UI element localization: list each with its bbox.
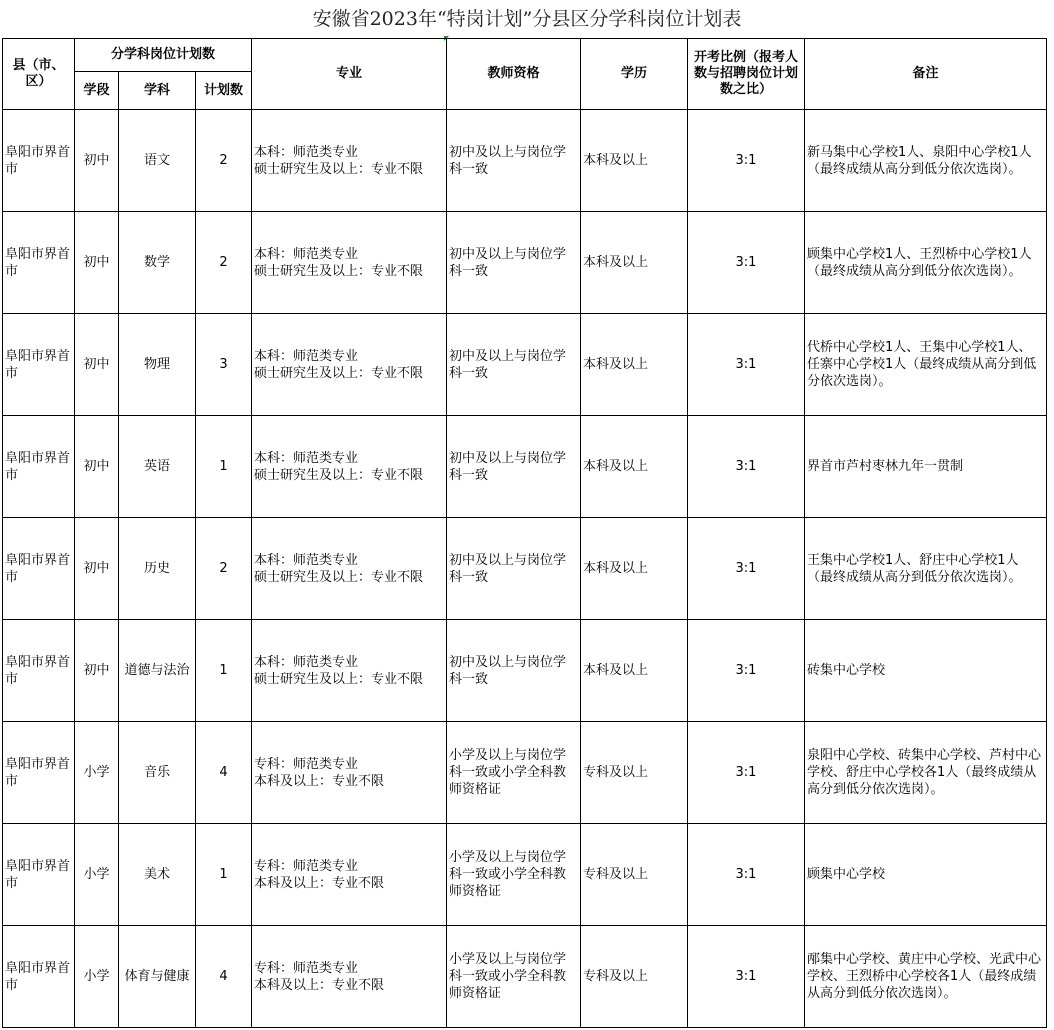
cell-ratio[interactable]: 3:1	[688, 518, 805, 620]
cell-major[interactable]: 本科：师范类专业 硕士研究生及以上：专业不限	[252, 314, 447, 416]
cell-count[interactable]: 1	[196, 824, 252, 926]
table-row	[3, 110, 1047, 212]
cell-qualification[interactable]: 小学及以上与岗位学科一致或小学全科教师资格证	[447, 824, 581, 926]
cell-qualification[interactable]: 初中及以上与岗位学科一致	[447, 314, 581, 416]
cell-remarks[interactable]: 新马集中心学校1人、泉阳中心学校1人（最终成绩从高分到低分依次选岗）。	[805, 110, 1047, 212]
cell-subject[interactable]: 数学	[119, 212, 196, 314]
cell-qualification[interactable]: 初中及以上与岗位学科一致	[447, 212, 581, 314]
header-remarks[interactable]: 备注	[805, 39, 1047, 110]
table-row	[3, 518, 1047, 620]
cell-subject[interactable]: 音乐	[119, 722, 196, 824]
cell-count[interactable]: 2	[196, 518, 252, 620]
header-education[interactable]: 学历	[581, 39, 688, 110]
table-row	[3, 212, 1047, 314]
table-row	[3, 314, 1047, 416]
cell-major[interactable]: 本科：师范类专业 硕士研究生及以上：专业不限	[252, 212, 447, 314]
cell-ratio[interactable]: 3:1	[688, 110, 805, 212]
cell-county[interactable]: 阜阳市界首市	[3, 722, 75, 824]
cell-education[interactable]: 专科及以上	[581, 926, 688, 1028]
plan-table	[2, 38, 1047, 1028]
cell-remarks[interactable]: 界首市芦村枣林九年一贯制	[805, 416, 1047, 518]
cell-major[interactable]: 专科：师范类专业 本科及以上：专业不限	[252, 926, 447, 1028]
cell-major[interactable]: 本科：师范类专业 硕士研究生及以上：专业不限	[252, 620, 447, 722]
header-ratio[interactable]: 开考比例（报考人数与招聘岗位计划数之比）	[688, 39, 805, 110]
header-stage[interactable]: 学段	[75, 72, 119, 110]
table-row	[3, 722, 1047, 824]
cell-qualification[interactable]: 初中及以上与岗位学科一致	[447, 416, 581, 518]
cell-stage[interactable]: 初中	[75, 110, 119, 212]
cell-count[interactable]: 2	[196, 212, 252, 314]
cell-education[interactable]: 本科及以上	[581, 212, 688, 314]
header-plan-group[interactable]: 分学科岗位计划数	[75, 39, 252, 72]
header-qualification[interactable]: 教师资格	[447, 39, 581, 110]
cell-stage[interactable]: 初中	[75, 416, 119, 518]
cell-subject[interactable]: 物理	[119, 314, 196, 416]
cell-major[interactable]: 专科：师范类专业 本科及以上：专业不限	[252, 824, 447, 926]
cell-education[interactable]: 本科及以上	[581, 110, 688, 212]
cell-major[interactable]: 本科：师范类专业 硕士研究生及以上：专业不限	[252, 110, 447, 212]
cell-ratio[interactable]: 3:1	[688, 926, 805, 1028]
cell-stage[interactable]: 初中	[75, 212, 119, 314]
cell-stage[interactable]: 初中	[75, 314, 119, 416]
cell-count[interactable]: 1	[196, 620, 252, 722]
cell-subject[interactable]: 英语	[119, 416, 196, 518]
sheet-title: 安徽省2023年“特岗计划”分县区分学科岗位计划表	[312, 8, 742, 30]
cell-county[interactable]: 阜阳市界首市	[3, 314, 75, 416]
cell-qualification[interactable]: 初中及以上与岗位学科一致	[447, 110, 581, 212]
cell-county[interactable]: 阜阳市界首市	[3, 518, 75, 620]
cell-stage[interactable]: 小学	[75, 722, 119, 824]
table-body	[3, 110, 1047, 1028]
cell-subject[interactable]: 语文	[119, 110, 196, 212]
header-county[interactable]: 县（市、区）	[3, 39, 75, 110]
cell-ratio[interactable]: 3:1	[688, 314, 805, 416]
header-count[interactable]: 计划数	[196, 72, 252, 110]
cell-subject[interactable]: 体育与健康	[119, 926, 196, 1028]
cell-county[interactable]: 阜阳市界首市	[3, 110, 75, 212]
header-subject[interactable]: 学科	[119, 72, 196, 110]
cell-remarks[interactable]: 顾集中心学校1人、王烈桥中心学校1人（最终成绩从高分到低分依次选岗）。	[805, 212, 1047, 314]
cell-county[interactable]: 阜阳市界首市	[3, 824, 75, 926]
cell-stage[interactable]: 小学	[75, 926, 119, 1028]
cell-ratio[interactable]: 3:1	[688, 824, 805, 926]
cell-education[interactable]: 专科及以上	[581, 722, 688, 824]
cell-count[interactable]: 4	[196, 722, 252, 824]
cell-qualification[interactable]: 小学及以上与岗位学科一致或小学全科教师资格证	[447, 722, 581, 824]
cell-ratio[interactable]: 3:1	[688, 416, 805, 518]
cell-count[interactable]: 2	[196, 110, 252, 212]
cell-count[interactable]: 4	[196, 926, 252, 1028]
cell-stage[interactable]: 小学	[75, 824, 119, 926]
cell-education[interactable]: 本科及以上	[581, 314, 688, 416]
cell-subject[interactable]: 历史	[119, 518, 196, 620]
cell-remarks[interactable]: 代桥中心学校1人、王集中心学校1人、任寨中心学校1人（最终成绩从高分到低分依次选岗）。	[805, 314, 1047, 416]
cell-education[interactable]: 本科及以上	[581, 518, 688, 620]
cell-education[interactable]: 本科及以上	[581, 416, 688, 518]
cell-education[interactable]: 专科及以上	[581, 824, 688, 926]
cell-subject[interactable]: 道德与法治	[119, 620, 196, 722]
cell-qualification[interactable]: 小学及以上与岗位学科一致或小学全科教师资格证	[447, 926, 581, 1028]
table-row	[3, 620, 1047, 722]
cell-county[interactable]: 阜阳市界首市	[3, 416, 75, 518]
cell-ratio[interactable]: 3:1	[688, 212, 805, 314]
cell-subject[interactable]: 美术	[119, 824, 196, 926]
table-row	[3, 416, 1047, 518]
cell-remarks[interactable]: 泉阳中心学校、砖集中心学校、芦村中心学校、舒庄中心学校各1人（最终成绩从高分到低分依次选岗）。	[805, 722, 1047, 824]
cell-remarks[interactable]: 王集中心学校1人、舒庄中心学校1人（最终成绩从高分到低分依次选岗）。	[805, 518, 1047, 620]
cell-ratio[interactable]: 3:1	[688, 722, 805, 824]
cell-remarks[interactable]: 顾集中心学校	[805, 824, 1047, 926]
cell-stage[interactable]: 初中	[75, 518, 119, 620]
cell-education[interactable]: 本科及以上	[581, 620, 688, 722]
table-header	[3, 39, 1047, 110]
cell-remarks[interactable]: 邴集中心学校、黄庄中心学校、光武中心学校、王烈桥中心学校各1人（最终成绩从高分到低分依次选岗）。	[805, 926, 1047, 1028]
cell-major[interactable]: 本科：师范类专业 硕士研究生及以上：专业不限	[252, 416, 447, 518]
cell-county[interactable]: 阜阳市界首市	[3, 212, 75, 314]
cell-county[interactable]: 阜阳市界首市	[3, 620, 75, 722]
cell-major[interactable]: 专科：师范类专业 本科及以上：专业不限	[252, 722, 447, 824]
table-row	[3, 926, 1047, 1028]
cell-stage[interactable]: 初中	[75, 620, 119, 722]
cell-qualification[interactable]: 初中及以上与岗位学科一致	[447, 518, 581, 620]
cell-qualification[interactable]: 初中及以上与岗位学科一致	[447, 620, 581, 722]
cell-remarks[interactable]: 砖集中心学校	[805, 620, 1047, 722]
cell-major[interactable]: 本科：师范类专业 硕士研究生及以上：专业不限	[252, 518, 447, 620]
cell-county[interactable]: 阜阳市界首市	[3, 926, 75, 1028]
cell-ratio[interactable]: 3:1	[688, 620, 805, 722]
cell-count[interactable]: 1	[196, 416, 252, 518]
cell-count[interactable]: 3	[196, 314, 252, 416]
table-row	[3, 824, 1047, 926]
header-major[interactable]: 专业	[252, 39, 447, 110]
